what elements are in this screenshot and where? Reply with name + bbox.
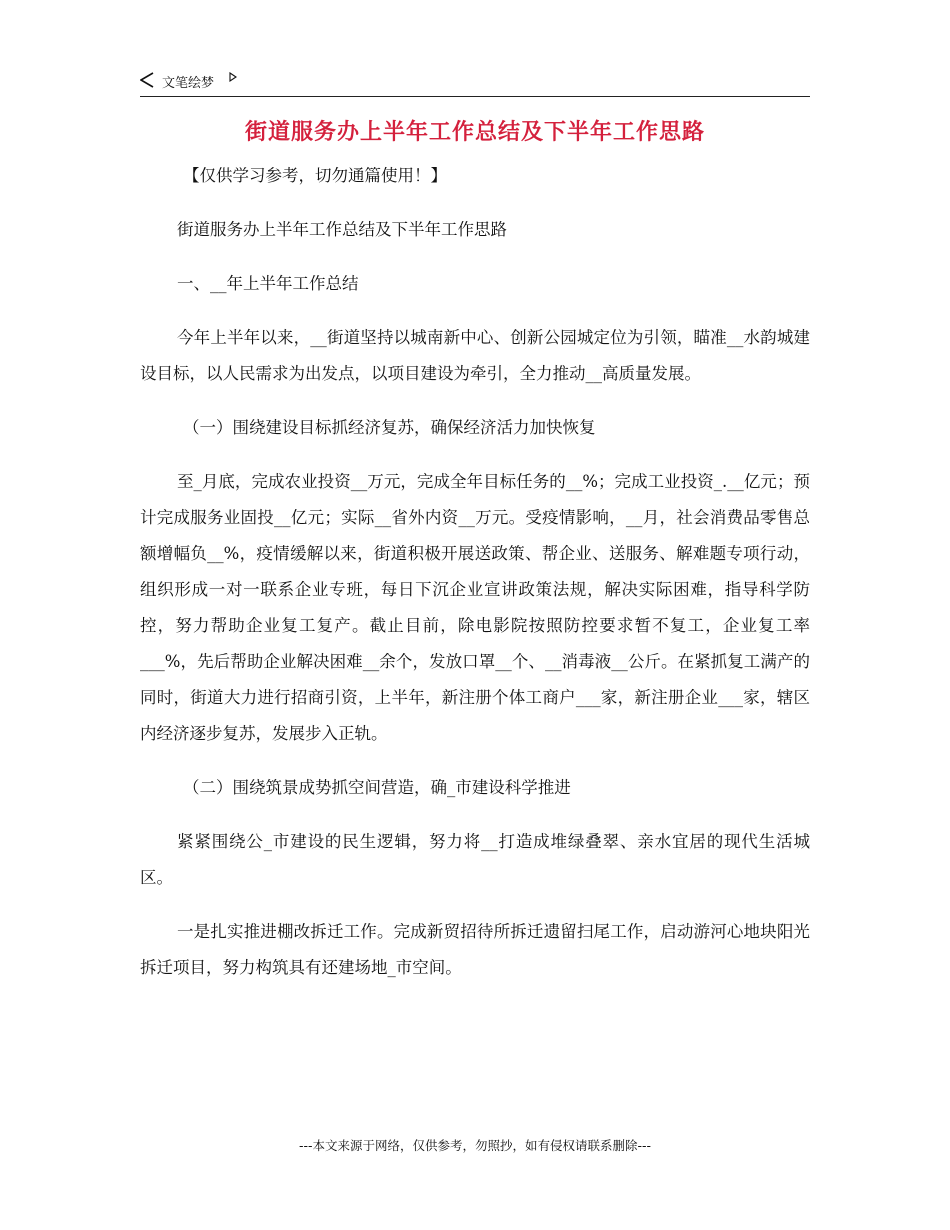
paragraph: 一是扎实推进棚改拆迁工作。完成新贸招待所拆迁遗留扫尾工作，启动游河心地块阳光拆迁项目，努力构筑具有还建场地_市空间。 xyxy=(140,922,810,977)
paragraph: 至_月底，完成农业投资__万元，完成全年目标任务的__%；完成工业投资_.__亿元；预计完成服务业固投__亿元；实际__省外内资__万元。受疫情影响，__月，社会消费品零售总额增幅负__%，疫情缓解以来，街道积极开展送政策、帮企业、送服务、解难题专项行动，组织形成一对一联系企业专班，每日下沉企业宣讲政策法规，解决实际困难，指导科学防控，努力帮助企业复工复产。截止目前，除电影院按照防控要求暂不复工，企业复工率___%，先后帮助企业解决困难__余个，发放口罩__个、__消毒液__公斤。在紧抓复工满产的同时，街道大力进行招商引资，上半年，新注册个体工商户___家，新注册企业___家，辖区内经济逐步复苏，发展步入正轨。 xyxy=(140,472,810,743)
document-body xyxy=(140,158,810,1004)
paragraph: 今年上半年以来，__街道坚持以城南新中心、创新公园城定位为引领，瞄准__水韵城建设目标，以人民需求为出发点，以项目建设为牵引，全力推动__高质量发展。 xyxy=(140,328,810,383)
brand-name: 文笔绘梦 xyxy=(162,76,215,91)
paragraph: 紧紧围绕公_市建设的民生逻辑，努力将__打造成堆绿叠翠、亲水宜居的现代生活城区。 xyxy=(140,832,810,887)
page-header xyxy=(140,70,810,97)
left-triangle-icon xyxy=(140,72,154,88)
paragraph: 街道服务办上半年工作总结及下半年工作思路 xyxy=(177,220,507,239)
document-title: 街道服务办上半年工作总结及下半年工作思路 xyxy=(244,120,705,145)
subsection-heading: （二）围绕筑景成势抓空间营造，确_市建设科学推进 xyxy=(183,778,571,797)
section-heading: 一、__年上半年工作总结 xyxy=(177,274,359,293)
right-triangle-icon xyxy=(229,72,237,82)
subsection-heading: （一）围绕建设目标抓经济复苏，确保经济活力加快恢复 xyxy=(183,418,596,437)
usage-notice: 【仅供学习参考，切勿通篇使用！】 xyxy=(183,166,447,185)
page-footer: ---本文来源于网络，仅供参考，勿照抄，如有侵权请联系删除--- xyxy=(298,1138,652,1153)
